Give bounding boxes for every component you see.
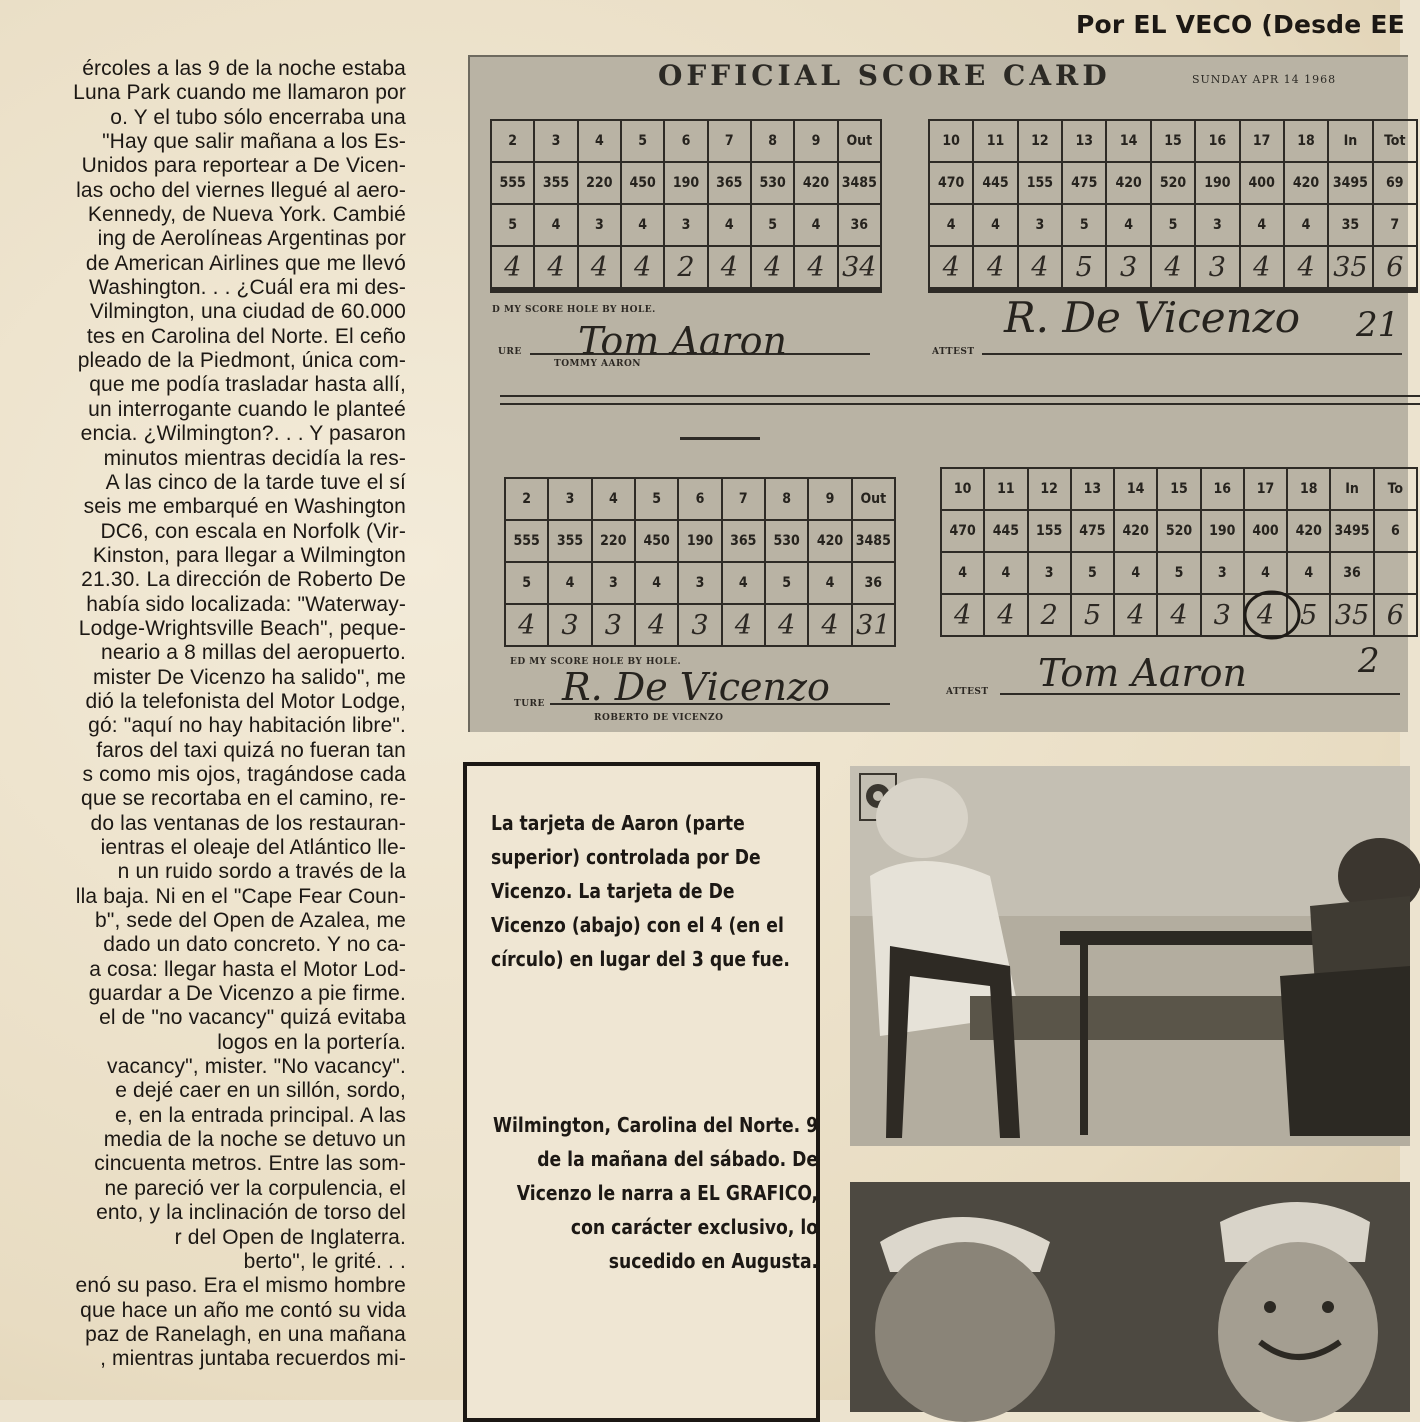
scorecard-cell-yards: 400 bbox=[1240, 162, 1284, 204]
scorecard-cell-yards: 69 bbox=[1373, 162, 1417, 204]
body-text-line: e dejé caer en un sillón, sordo, bbox=[115, 1079, 406, 1103]
scorecard-cell-par: 4 bbox=[1284, 204, 1328, 246]
scorecard-cell-score: 3 bbox=[1195, 246, 1239, 288]
body-text-line: que hace un año me contó su vida bbox=[80, 1298, 406, 1322]
scorecard-cell-yards: 555 bbox=[505, 520, 548, 562]
body-text-line: el de "no vacancy" quizá evitaba bbox=[99, 1006, 406, 1030]
body-text-line: seis me embarqué en Washington bbox=[83, 495, 406, 519]
scorecard-cell-score: 5 bbox=[1071, 594, 1114, 636]
scorecard-cell-score: 34 bbox=[838, 246, 881, 288]
scorecard-photo bbox=[468, 55, 1408, 732]
scorecard-row-par bbox=[491, 204, 881, 246]
card-divider-2 bbox=[500, 403, 1420, 405]
top-card-player-label: URE bbox=[498, 347, 522, 357]
scorecard-cell-holes: 12 bbox=[1018, 120, 1062, 162]
scorecard-cell-score: 2 bbox=[664, 246, 707, 288]
body-text-line: de American Airlines que me llevó bbox=[85, 251, 406, 275]
scorecard-cell-holes: 3 bbox=[548, 478, 591, 520]
scorecard-row-score bbox=[491, 246, 881, 288]
scorecard-cell-yards: 190 bbox=[1201, 510, 1244, 552]
body-text-line: Kennedy, de Nueva York. Cambié bbox=[87, 203, 406, 227]
scorecard-cell-score: 4 bbox=[1018, 246, 1062, 288]
scorecard-row-par bbox=[505, 562, 895, 604]
scorecard-cell-holes: 16 bbox=[1201, 468, 1244, 510]
scorecard-cell-score: 3 bbox=[548, 604, 591, 646]
scorecard-cell-yards: 3495 bbox=[1328, 162, 1372, 204]
scorecard-cell-holes: 15 bbox=[1151, 120, 1195, 162]
body-text-line: guardar a De Vicenzo a pie firme. bbox=[88, 982, 406, 1006]
scorecard-cell-par: 3 bbox=[1018, 204, 1062, 246]
scorecard-cell-yards: 450 bbox=[635, 520, 678, 562]
scorecard-cell-yards: 470 bbox=[941, 510, 984, 552]
bottom-card-player-signature: R. De Vicenzo bbox=[562, 665, 830, 709]
scorecard-cell-holes: 7 bbox=[708, 120, 751, 162]
body-text-line: tes en Carolina del Norte. El ceño bbox=[86, 324, 406, 348]
body-text-line: DC6, con escala en Norfolk (Vir- bbox=[100, 519, 406, 543]
scorecard-cell-holes: 5 bbox=[621, 120, 664, 162]
scorecard-cell-yards: 3495 bbox=[1330, 510, 1373, 552]
scorecard-date-stamp: SUNDAY APR 14 1968 bbox=[1192, 73, 1337, 86]
scorecard-cell-yards: 220 bbox=[578, 162, 621, 204]
body-text-line: Vilmington, una ciudad de 60.000 bbox=[89, 300, 406, 324]
scorecard-cell-holes: 18 bbox=[1287, 468, 1330, 510]
top-card-player-signature: Tom Aaron bbox=[578, 319, 787, 363]
scorecard-cell-holes: Tot bbox=[1373, 120, 1417, 162]
body-text-line: las ocho del viernes llegué al aero- bbox=[76, 178, 406, 202]
top-card-out-grid bbox=[490, 119, 882, 289]
scorecard-row-holes bbox=[929, 120, 1417, 162]
scorecard-row-score bbox=[929, 246, 1417, 288]
body-text-line: dió la telefonista del Motor Lodge, bbox=[85, 689, 406, 713]
body-text-line: a cosa: llegar hasta el Motor Lod- bbox=[89, 957, 406, 981]
scorecard-cell-yards: 3485 bbox=[852, 520, 895, 562]
scorecard-cell-yards: 520 bbox=[1157, 510, 1200, 552]
scorecard-cell-holes: 17 bbox=[1244, 468, 1287, 510]
scorecard-row-score bbox=[941, 594, 1417, 636]
scorecard-cell-holes: 8 bbox=[751, 120, 794, 162]
body-text-line: b", sede del Open de Azalea, me bbox=[95, 909, 406, 933]
scorecard-cell-par: 7 bbox=[1373, 204, 1417, 246]
scorecard-cell-yards: 220 bbox=[592, 520, 635, 562]
body-text-line: gó: "aquí no hay habitación libre". bbox=[88, 714, 406, 738]
scorecard-cell-par: 4 bbox=[1114, 552, 1157, 594]
scorecard-cell-score: 4 bbox=[1114, 594, 1157, 636]
scorecard-cell-holes: 15 bbox=[1157, 468, 1200, 510]
scorecard-cell-score: 35 bbox=[1330, 594, 1373, 636]
scorecard-cell-score: 4 bbox=[1284, 246, 1328, 288]
scorecard-row-yards bbox=[929, 162, 1417, 204]
scorecard-cell-par: 4 bbox=[1287, 552, 1330, 594]
scorecard-cell-holes: 9 bbox=[808, 478, 851, 520]
scorecard-cell-holes: 7 bbox=[722, 478, 765, 520]
scorecard-cell-score: 4 bbox=[794, 246, 837, 288]
scorecard-row-par bbox=[929, 204, 1417, 246]
body-text-line: do las ventanas de los restauran- bbox=[90, 811, 406, 835]
bottom-card-player-name: ROBERTO DE VICENZO bbox=[594, 713, 724, 723]
scorecard-cell-score: 5 bbox=[1287, 594, 1330, 636]
body-text-line: media de la noche se detuvo un bbox=[103, 1128, 406, 1152]
scorecard-cell-yards: 445 bbox=[973, 162, 1017, 204]
body-text-line: o. Y el tubo sólo encerraba una bbox=[110, 105, 406, 129]
scorecard-cell-holes: Out bbox=[852, 478, 895, 520]
scorecard-cell-score: 4 bbox=[984, 594, 1027, 636]
body-text-line: un interrogante cuando le planteé bbox=[88, 397, 406, 421]
scorecard-cell-yards: 420 bbox=[794, 162, 837, 204]
bottom-card-attest-signature: Tom Aaron bbox=[1038, 651, 1247, 695]
scorecard-cell-holes: To bbox=[1374, 468, 1417, 510]
scorecard-cell-yards: 190 bbox=[678, 520, 721, 562]
scorecard-cell-par bbox=[1374, 552, 1417, 594]
scorecard-row-holes bbox=[941, 468, 1417, 510]
scorecard-cell-score: 4 bbox=[1157, 594, 1200, 636]
scorecard-cell-par: 3 bbox=[664, 204, 707, 246]
body-text-line: ing de Aerolíneas Argentinas por bbox=[97, 227, 406, 251]
card-tear-dash bbox=[680, 437, 760, 440]
scorecard-cell-holes: 10 bbox=[941, 468, 984, 510]
scorecard-cell-par: 5 bbox=[1157, 552, 1200, 594]
scorecard-row-par bbox=[941, 552, 1417, 594]
top-card-attest-label: D MY SCORE HOLE BY HOLE. bbox=[492, 305, 656, 315]
scorecard-cell-yards: 520 bbox=[1151, 162, 1195, 204]
scorecard-cell-holes: 13 bbox=[1071, 468, 1114, 510]
scorecard-cell-score: 4 bbox=[621, 246, 664, 288]
scorecard-cell-par: 4 bbox=[621, 204, 664, 246]
scorecard-cell-yards: 475 bbox=[1062, 162, 1106, 204]
scorecard-cell-par: 36 bbox=[838, 204, 881, 246]
scorecard-cell-score: 6 bbox=[1373, 246, 1417, 288]
scorecard-cell-holes: 14 bbox=[1106, 120, 1150, 162]
scorecard-cell-holes: 17 bbox=[1240, 120, 1284, 162]
scorecard-cell-holes: 11 bbox=[984, 468, 1027, 510]
scorecard-cell-par: 4 bbox=[1244, 552, 1287, 594]
scorecard-cell-yards: 475 bbox=[1071, 510, 1114, 552]
scorecard-cell-par: 4 bbox=[1240, 204, 1284, 246]
article-body-column bbox=[0, 57, 406, 1400]
scorecard-cell-par: 5 bbox=[765, 562, 808, 604]
bottom-card-out-grid bbox=[504, 477, 896, 647]
scorecard-cell-yards: 355 bbox=[548, 520, 591, 562]
body-text-line: pleado de la Piedmont, única com- bbox=[77, 349, 406, 373]
scorecard-cell-holes: 2 bbox=[491, 120, 534, 162]
scorecard-cell-par: 4 bbox=[929, 204, 973, 246]
body-text-line: mister De Vicenzo ha salido", me bbox=[92, 665, 406, 689]
scorecard-cell-par: 5 bbox=[1062, 204, 1106, 246]
body-text-line: logos en la portería. bbox=[217, 1030, 406, 1054]
body-text-line: ento, y la inclinación de torso del bbox=[96, 1201, 406, 1225]
scorecard-cell-score: 3 bbox=[1201, 594, 1244, 636]
scorecard-cell-holes: 5 bbox=[635, 478, 678, 520]
scorecard-cell-holes: 11 bbox=[973, 120, 1017, 162]
scorecard-title: OFFICIAL SCORE CARD bbox=[658, 59, 1111, 92]
scorecard-cell-score: 4 bbox=[491, 246, 534, 288]
body-text-line: dado un dato concreto. Y no ca- bbox=[103, 933, 406, 957]
scorecard-cell-score: 3 bbox=[678, 604, 721, 646]
scorecard-cell-yards: 555 bbox=[491, 162, 534, 204]
bottom-card-total-scrawl: 2 bbox=[1358, 641, 1380, 681]
scorecard-cell-yards: 155 bbox=[1028, 510, 1071, 552]
scorecard-cell-par: 4 bbox=[722, 562, 765, 604]
top-card-attest-line bbox=[982, 353, 1402, 355]
body-text-line: r del Open de Inglaterra. bbox=[174, 1225, 406, 1249]
body-text-line: "Hay que salir mañana a los Es- bbox=[102, 130, 406, 154]
scorecard-cell-score: 4 bbox=[765, 604, 808, 646]
scorecard-row-holes bbox=[491, 120, 881, 162]
scorecard-cell-par: 5 bbox=[1071, 552, 1114, 594]
scorecard-cell-yards: 190 bbox=[1195, 162, 1239, 204]
scorecard-cell-yards: 190 bbox=[664, 162, 707, 204]
scorecard-cell-par: 4 bbox=[548, 562, 591, 604]
scorecard-cell-par: 4 bbox=[941, 552, 984, 594]
body-text-line: había sido localizada: "Waterway- bbox=[86, 592, 406, 616]
scorecard-cell-score: 3 bbox=[1106, 246, 1150, 288]
scorecard-cell-score: 5 bbox=[1062, 246, 1106, 288]
scorecard-cell-yards: 355 bbox=[534, 162, 577, 204]
body-text-line: s como mis ojos, tragándose cada bbox=[82, 762, 406, 786]
card-divider-1 bbox=[500, 395, 1420, 397]
scorecard-cell-holes: 10 bbox=[929, 120, 973, 162]
scorecard-cell-par: 4 bbox=[1106, 204, 1150, 246]
scorecard-row-yards bbox=[491, 162, 881, 204]
body-text-line: minutos mientras decidía la res- bbox=[103, 446, 406, 470]
scorecard-cell-holes: 4 bbox=[592, 478, 635, 520]
bottom-card-attest-word: ATTEST bbox=[946, 687, 989, 697]
scorecard-cell-par: 36 bbox=[1330, 552, 1373, 594]
body-text-line: Kinston, para llegar a Wilmington bbox=[92, 543, 406, 567]
body-text-line: lla baja. Ni en el "Cape Fear Coun- bbox=[75, 884, 406, 908]
scorecard-cell-yards: 450 bbox=[621, 162, 664, 204]
scorecard-cell-holes: 2 bbox=[505, 478, 548, 520]
scorecard-cell-par: 5 bbox=[505, 562, 548, 604]
scorecard-row-yards bbox=[941, 510, 1417, 552]
scorecard-cell-yards: 420 bbox=[1114, 510, 1157, 552]
photo-golfers-smiling bbox=[850, 1182, 1410, 1412]
scorecard-cell-yards: 420 bbox=[1284, 162, 1328, 204]
scorecard-cell-score: 4 bbox=[808, 604, 851, 646]
body-text-line: enó su paso. Era el mismo hombre bbox=[75, 1274, 406, 1298]
scorecard-cell-par: 4 bbox=[534, 204, 577, 246]
scorecard-cell-par: 35 bbox=[1328, 204, 1372, 246]
bottom-card-player-label: TURE bbox=[514, 699, 545, 709]
body-text-line: faros del taxi quizá no fueran tan bbox=[96, 738, 406, 762]
scorecard-cell-holes: Out bbox=[838, 120, 881, 162]
scorecard-cell-score: 2 bbox=[1028, 594, 1071, 636]
scorecard-cell-yards: 420 bbox=[1287, 510, 1330, 552]
body-text-line: A las cinco de la tarde tuve el sí bbox=[105, 470, 406, 494]
scorecard-cell-par: 3 bbox=[1028, 552, 1071, 594]
top-card-attest-signature: R. De Vicenzo bbox=[1004, 293, 1301, 342]
scorecard-cell-holes: 4 bbox=[578, 120, 621, 162]
scorecard-cell-holes: 12 bbox=[1028, 468, 1071, 510]
scorecard-cell-par: 4 bbox=[794, 204, 837, 246]
body-text-line: cincuenta metros. Entre las som- bbox=[94, 1152, 406, 1176]
body-text-line: neario a 8 millas del aeropuerto. bbox=[101, 641, 406, 665]
scorecard-cell-yards: 530 bbox=[765, 520, 808, 562]
caption-scorecards: La tarjeta de Aaron (parte superior) controlada por De Vicenzo. La tarjeta de De Vicenzo (abajo) con el 4 (en el círculo) en lugar del 3 que fue. bbox=[491, 811, 790, 971]
body-text-line: Luna Park cuando me llamaron por bbox=[73, 81, 406, 105]
top-card-attest-word: ATTEST bbox=[932, 347, 975, 357]
scorecard-cell-yards: 365 bbox=[708, 162, 751, 204]
scorecard-cell-holes: 13 bbox=[1062, 120, 1106, 162]
scorecard-row-score bbox=[505, 604, 895, 646]
body-text-line: que se recortaba en el camino, re- bbox=[81, 787, 406, 811]
scorecard-cell-holes: 6 bbox=[678, 478, 721, 520]
scorecard-cell-score: 35 bbox=[1328, 246, 1372, 288]
scorecard-cell-par: 3 bbox=[678, 562, 721, 604]
body-text-line: berto", le grité. . . bbox=[243, 1249, 406, 1273]
body-text-line: que me podía trasladar hasta allí, bbox=[89, 373, 406, 397]
scorecard-cell-score: 4 bbox=[635, 604, 678, 646]
scorecard-cell-holes: In bbox=[1330, 468, 1373, 510]
scorecard-cell-par: 4 bbox=[808, 562, 851, 604]
body-text-line: Lodge-Wrightsville Beach", peque- bbox=[78, 616, 406, 640]
scorecard-cell-score: 4 bbox=[941, 594, 984, 636]
scorecard-cell-score: 4 bbox=[1240, 246, 1284, 288]
circled-score-mark bbox=[1240, 587, 1304, 643]
body-text-line: encia. ¿Wilmington?. . . Y pasaron bbox=[80, 422, 406, 446]
scorecard-cell-score: 4 bbox=[708, 246, 751, 288]
body-text-line: , mientras juntaba recuerdos mi- bbox=[100, 1347, 406, 1371]
byline: Por EL VECO (Desde EE bbox=[1076, 10, 1405, 39]
scorecard-cell-score: 4 bbox=[973, 246, 1017, 288]
scorecard-cell-yards: 365 bbox=[722, 520, 765, 562]
scorecard-cell-par: 5 bbox=[1151, 204, 1195, 246]
body-text-line: paz de Ranelagh, en una mañana bbox=[85, 1322, 406, 1346]
scorecard-cell-par: 4 bbox=[984, 552, 1027, 594]
scorecard-cell-par: 36 bbox=[852, 562, 895, 604]
scorecard-cell-holes: 16 bbox=[1195, 120, 1239, 162]
caption-box bbox=[463, 762, 820, 1422]
scorecard-cell-score: 4 bbox=[722, 604, 765, 646]
body-text-line: Unidos para reportear a De Vicen- bbox=[81, 154, 406, 178]
scorecard-cell-yards: 470 bbox=[929, 162, 973, 204]
scorecard-cell-yards: 420 bbox=[808, 520, 851, 562]
scorecard-cell-par: 3 bbox=[592, 562, 635, 604]
scorecard-cell-par: 4 bbox=[635, 562, 678, 604]
scorecard-cell-holes: 3 bbox=[534, 120, 577, 162]
scorecard-cell-par: 3 bbox=[1195, 204, 1239, 246]
top-card-player-name: TOMMY AARON bbox=[554, 359, 642, 369]
top-card-in-grid bbox=[928, 119, 1418, 289]
scorecard-cell-score: 4 bbox=[505, 604, 548, 646]
scorecard-cell-score: 4 bbox=[751, 246, 794, 288]
photo-interview-table bbox=[850, 766, 1410, 1146]
scorecard-cell-par: 3 bbox=[1201, 552, 1244, 594]
scorecard-cell-holes: 6 bbox=[664, 120, 707, 162]
scorecard-cell-par: 3 bbox=[578, 204, 621, 246]
body-text-line: e, en la entrada principal. A las bbox=[115, 1103, 406, 1127]
scorecard-cell-yards: 3485 bbox=[838, 162, 881, 204]
scorecard-cell-yards: 445 bbox=[984, 510, 1027, 552]
body-text-line: ientras el oleaje del Atlántico lle- bbox=[100, 836, 406, 859]
scorecard-cell-yards: 155 bbox=[1018, 162, 1062, 204]
scorecard-cell-par: 5 bbox=[751, 204, 794, 246]
scorecard-cell-yards: 420 bbox=[1106, 162, 1150, 204]
body-text-line: Washington. . . ¿Cuál era mi des- bbox=[89, 276, 406, 300]
scorecard-cell-score: 4 bbox=[534, 246, 577, 288]
top-card-total-scrawl: 21 bbox=[1356, 305, 1400, 345]
scorecard-cell-yards: 530 bbox=[751, 162, 794, 204]
body-text-line: ne pareció ver la corpulencia, el bbox=[104, 1176, 406, 1200]
caption-interview: Wilmington, Carolina del Norte. 9 de la mañana del sábado. De Vicenzo le narra a EL GRAFICO, con carácter exclusivo, lo sucedido en Augusta. bbox=[493, 1113, 819, 1273]
bottom-card-attest-label: ED MY SCORE HOLE BY HOLE. bbox=[510, 657, 682, 667]
scorecard-cell-score: 4 bbox=[1151, 246, 1195, 288]
scorecard-cell-holes: 18 bbox=[1284, 120, 1328, 162]
scorecard-row-yards bbox=[505, 520, 895, 562]
body-text-line: n un ruido sordo a través de la bbox=[117, 860, 406, 884]
scorecard-cell-yards: 6 bbox=[1374, 510, 1417, 552]
scorecard-cell-score: 4 bbox=[1244, 594, 1287, 636]
scorecard-cell-score: 31 bbox=[852, 604, 895, 646]
top-card-rule-left bbox=[490, 289, 882, 293]
scorecard-cell-score: 6 bbox=[1374, 594, 1417, 636]
scorecard-cell-par: 4 bbox=[973, 204, 1017, 246]
scorecard-cell-yards: 400 bbox=[1244, 510, 1287, 552]
body-text-line: vacancy", mister. "No vacancy". bbox=[107, 1055, 406, 1079]
body-text-line: 21.30. La dirección de Roberto De bbox=[81, 568, 406, 592]
scorecard-cell-holes: 8 bbox=[765, 478, 808, 520]
bottom-card-in-grid bbox=[940, 467, 1418, 637]
scorecard-cell-par: 5 bbox=[491, 204, 534, 246]
scorecard-cell-holes: 9 bbox=[794, 120, 837, 162]
body-text-line: ércoles a las 9 de la noche estaba bbox=[82, 57, 406, 80]
scorecard-cell-holes: In bbox=[1328, 120, 1372, 162]
scorecard-cell-score: 3 bbox=[592, 604, 635, 646]
scorecard-cell-par: 4 bbox=[708, 204, 751, 246]
scorecard-cell-score: 4 bbox=[578, 246, 621, 288]
scorecard-cell-score: 4 bbox=[929, 246, 973, 288]
scorecard-row-holes bbox=[505, 478, 895, 520]
scorecard-cell-holes: 14 bbox=[1114, 468, 1157, 510]
